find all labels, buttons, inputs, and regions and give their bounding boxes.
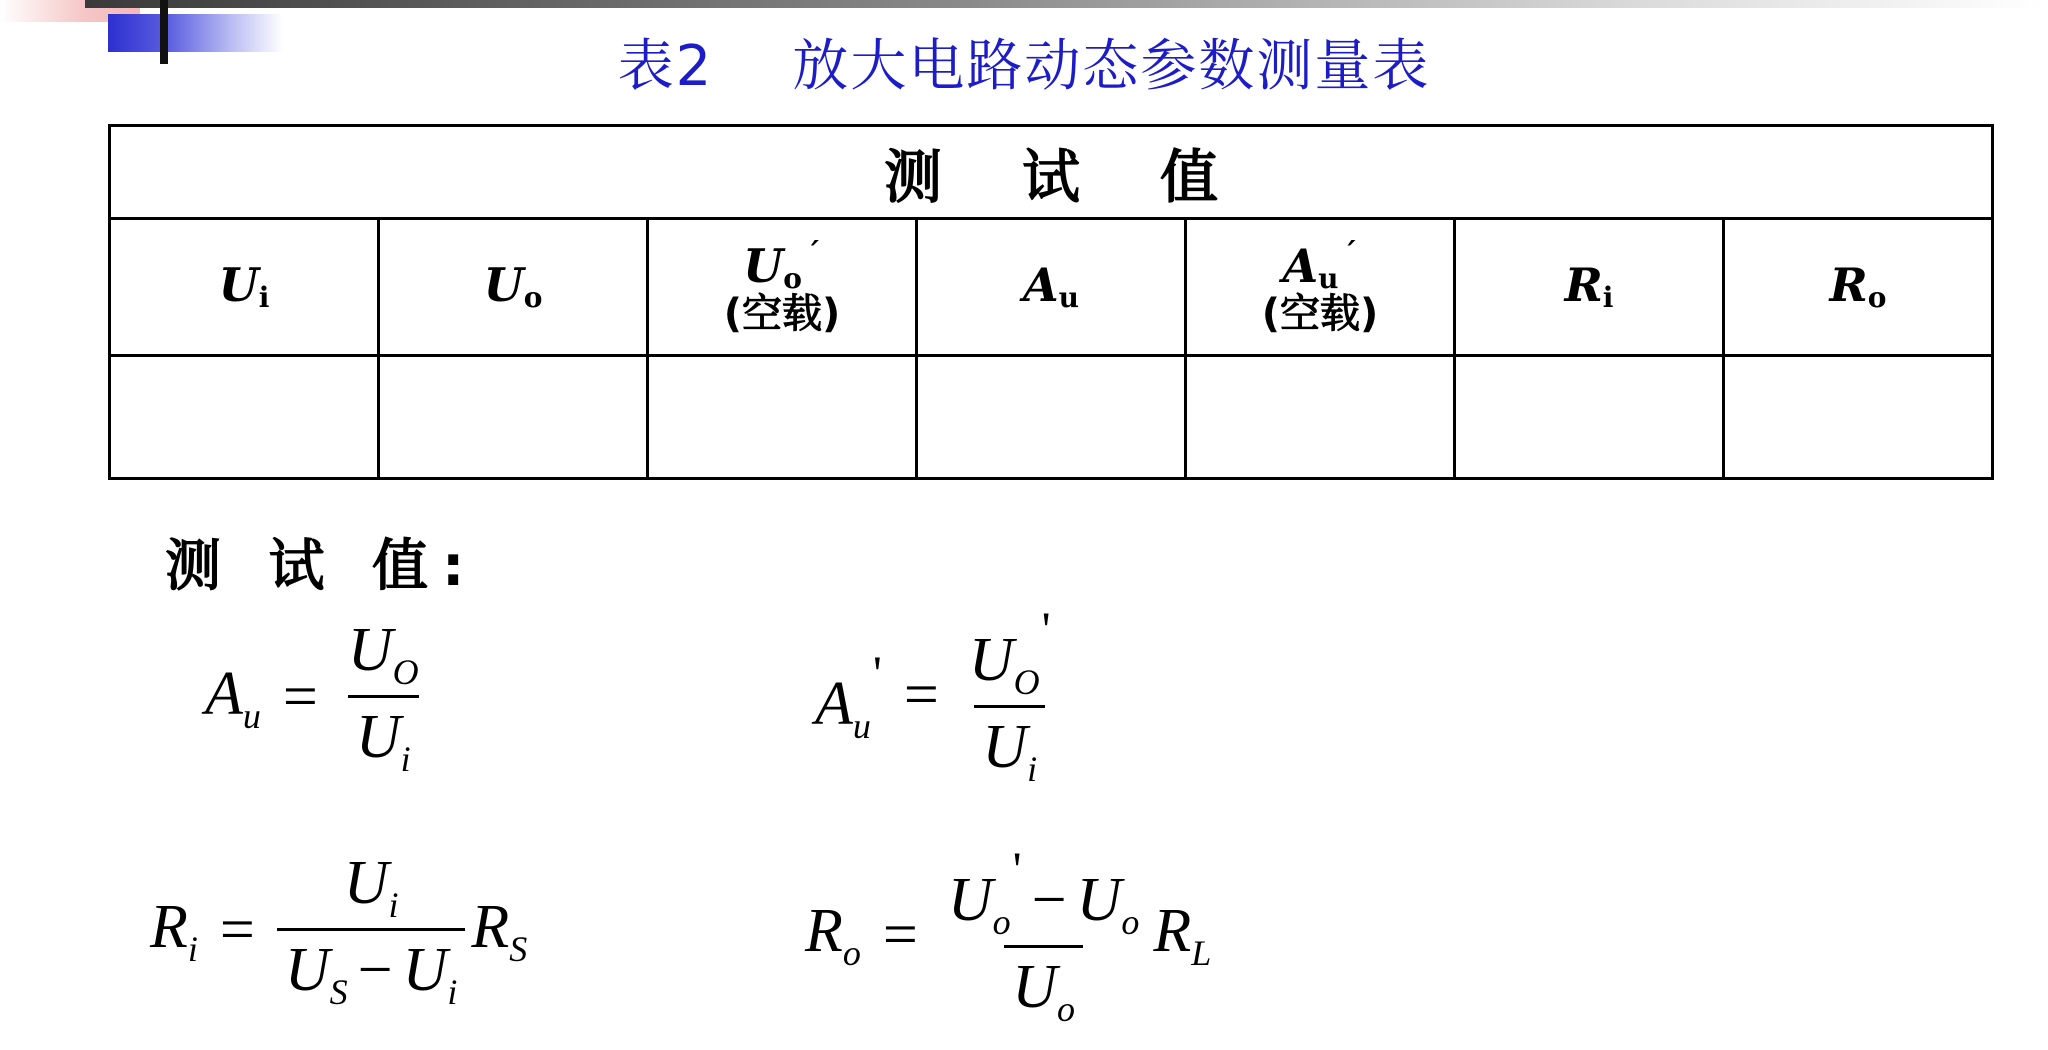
column-note: (空载)	[723, 291, 841, 338]
formula-lhs: $A_u$	[205, 659, 261, 736]
formula-tail: $R_L$	[1153, 897, 1212, 973]
formula-lhs: $R_o$	[805, 897, 861, 973]
column-header-ro: $R_o$	[1724, 219, 1993, 356]
merged-header-cell: 测试值	[110, 126, 1993, 219]
formula-output-resistance	[805, 840, 1211, 1030]
value-cell-uo-prime[interactable]	[648, 356, 917, 479]
value-cell-uo[interactable]	[379, 356, 648, 479]
column-header-au: $A_u$	[917, 219, 1186, 356]
equals-sign: =	[903, 660, 939, 729]
formula-voltage-gain	[205, 615, 427, 780]
value-cell-au-prime[interactable]	[1186, 356, 1455, 479]
value-cell-ro[interactable]	[1724, 356, 1993, 479]
column-header-ui: $U_i$	[110, 219, 379, 356]
formula-tail: $R_S$	[471, 892, 528, 969]
column-note: (空载)	[1261, 291, 1379, 338]
column-header-ri: $R_i$	[1455, 219, 1724, 356]
fraction	[340, 615, 427, 780]
denominator: $U_i$	[974, 705, 1045, 790]
fraction	[277, 848, 466, 1013]
table-row	[110, 356, 1993, 479]
decorative-top-line	[85, 0, 2045, 8]
equals-sign: =	[219, 896, 255, 964]
denominator: $U_i$	[348, 695, 419, 780]
formula-voltage-gain-no-load	[815, 600, 1059, 790]
table-header-row	[110, 126, 1993, 219]
numerator: $U_i$	[343, 849, 399, 925]
column-header-row	[110, 219, 1993, 356]
value-cell-au[interactable]	[917, 356, 1186, 479]
value-cell-ui[interactable]	[110, 356, 379, 479]
denominator: $U_o$	[1004, 945, 1083, 1030]
numerator: $U_o' - U_o$	[947, 841, 1140, 942]
equals-sign: =	[882, 900, 918, 969]
column-header-au-prime: $A_u^´$ (空载)	[1186, 219, 1455, 356]
page-title: 表2 放大电路动态参数测量表	[617, 34, 1431, 99]
numerator: $U_O$	[347, 616, 419, 692]
numerator: $U_O'$	[968, 601, 1051, 702]
fraction	[961, 600, 1059, 790]
column-header-uo: $U_o$	[379, 219, 648, 356]
formula-lhs: $A_u'$	[815, 644, 882, 746]
fraction	[940, 840, 1148, 1030]
measurement-table	[108, 124, 1994, 480]
value-cell-ri[interactable]	[1455, 356, 1724, 479]
formula-input-resistance	[150, 848, 527, 1013]
column-header-uo-prime: $U_o^´$ (空载)	[648, 219, 917, 356]
denominator: $U_S - U_i$	[277, 928, 466, 1013]
section-label: 测 试 值:	[165, 534, 479, 599]
equals-sign: =	[282, 663, 318, 731]
formula-lhs: $R_i$	[150, 892, 198, 969]
